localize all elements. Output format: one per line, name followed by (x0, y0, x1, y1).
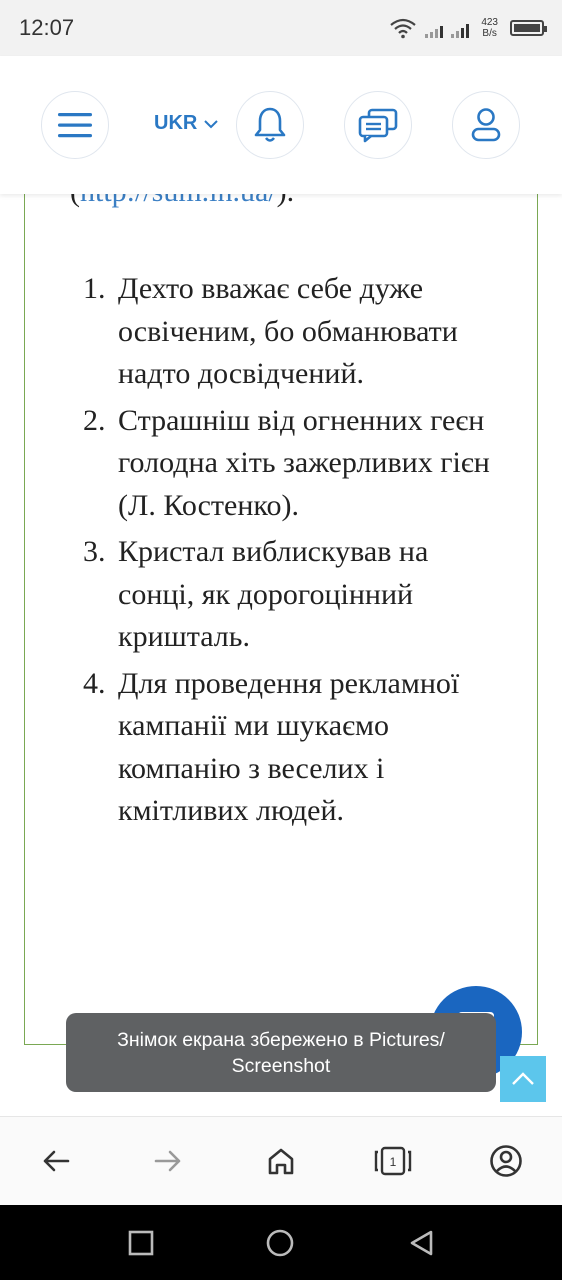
scroll-top-button[interactable] (500, 1056, 546, 1102)
menu-button[interactable] (41, 91, 109, 159)
language-label: UKR (154, 112, 198, 134)
back-button[interactable] (36, 1141, 76, 1181)
triangle-back-icon (408, 1229, 434, 1257)
list-item-text: Страшніш від огненних геєн голодна хіть зажерливих гієн (Л. Костенко). (118, 403, 490, 522)
tab-count: 1 (389, 1155, 397, 1169)
battery-icon (510, 20, 544, 36)
user-icon (470, 107, 502, 143)
language-selector[interactable] (154, 112, 219, 135)
status-icons (389, 14, 544, 42)
tabs-button[interactable] (373, 1141, 413, 1181)
list-item-number: 2. (83, 403, 106, 437)
system-back-button[interactable] (407, 1229, 435, 1257)
screenshot-toast (66, 1013, 496, 1092)
list-item-text: Дехто вважає себе дуже освіченим, бо обманювати надто досвідчений. (118, 272, 458, 390)
browser-nav-bar (0, 1116, 562, 1205)
list-item-number: 1. (83, 272, 106, 305)
list-item-text: Для проведення рекламної кампанії ми шукаємо компанію з веселих і кмітливих людей. (118, 666, 460, 827)
chevron-up-icon (511, 1072, 535, 1086)
home-icon (266, 1146, 296, 1176)
square-icon (128, 1230, 154, 1256)
list-item (80, 531, 510, 659)
site-header (0, 56, 562, 194)
account-circle-icon (489, 1144, 523, 1178)
bell-icon (253, 106, 287, 144)
status-time: 12:07 (19, 15, 75, 40)
net-speed-unit: B/s (482, 28, 497, 39)
net-speed-value: 423 (481, 17, 498, 28)
list-item-number: 4. (83, 666, 106, 700)
signal-icon (451, 18, 469, 38)
circle-icon (266, 1229, 294, 1257)
list-item (80, 268, 510, 396)
wifi-icon (389, 17, 417, 39)
net-speed (481, 17, 498, 39)
profile-button[interactable] (452, 91, 520, 159)
list-item-text: Кристал виблискував на сонці, як дорогоцінний кришталь. (118, 535, 429, 653)
forward-button[interactable] (148, 1141, 188, 1181)
chat-icon (357, 107, 399, 143)
arrow-left-icon (42, 1149, 70, 1173)
notifications-button[interactable] (236, 91, 304, 159)
signal-icon (425, 18, 443, 38)
system-home-button[interactable] (266, 1229, 294, 1257)
chevron-down-icon (203, 119, 219, 129)
list-item (80, 400, 510, 528)
system-nav-bar (0, 1205, 562, 1280)
list-item (80, 663, 510, 833)
messages-button[interactable] (344, 91, 412, 159)
exercise-list (80, 268, 510, 837)
recent-apps-button[interactable] (127, 1229, 155, 1257)
hamburger-icon (57, 110, 93, 140)
tabs-icon (373, 1145, 413, 1177)
status-bar (0, 0, 562, 56)
list-item-number: 3. (83, 535, 106, 568)
home-button[interactable] (261, 1141, 301, 1181)
arrow-right-icon (154, 1149, 182, 1173)
account-button[interactable] (486, 1141, 526, 1181)
toast-message: Знімок екрана збережено в Pictures/ Screenshot (117, 1028, 445, 1077)
